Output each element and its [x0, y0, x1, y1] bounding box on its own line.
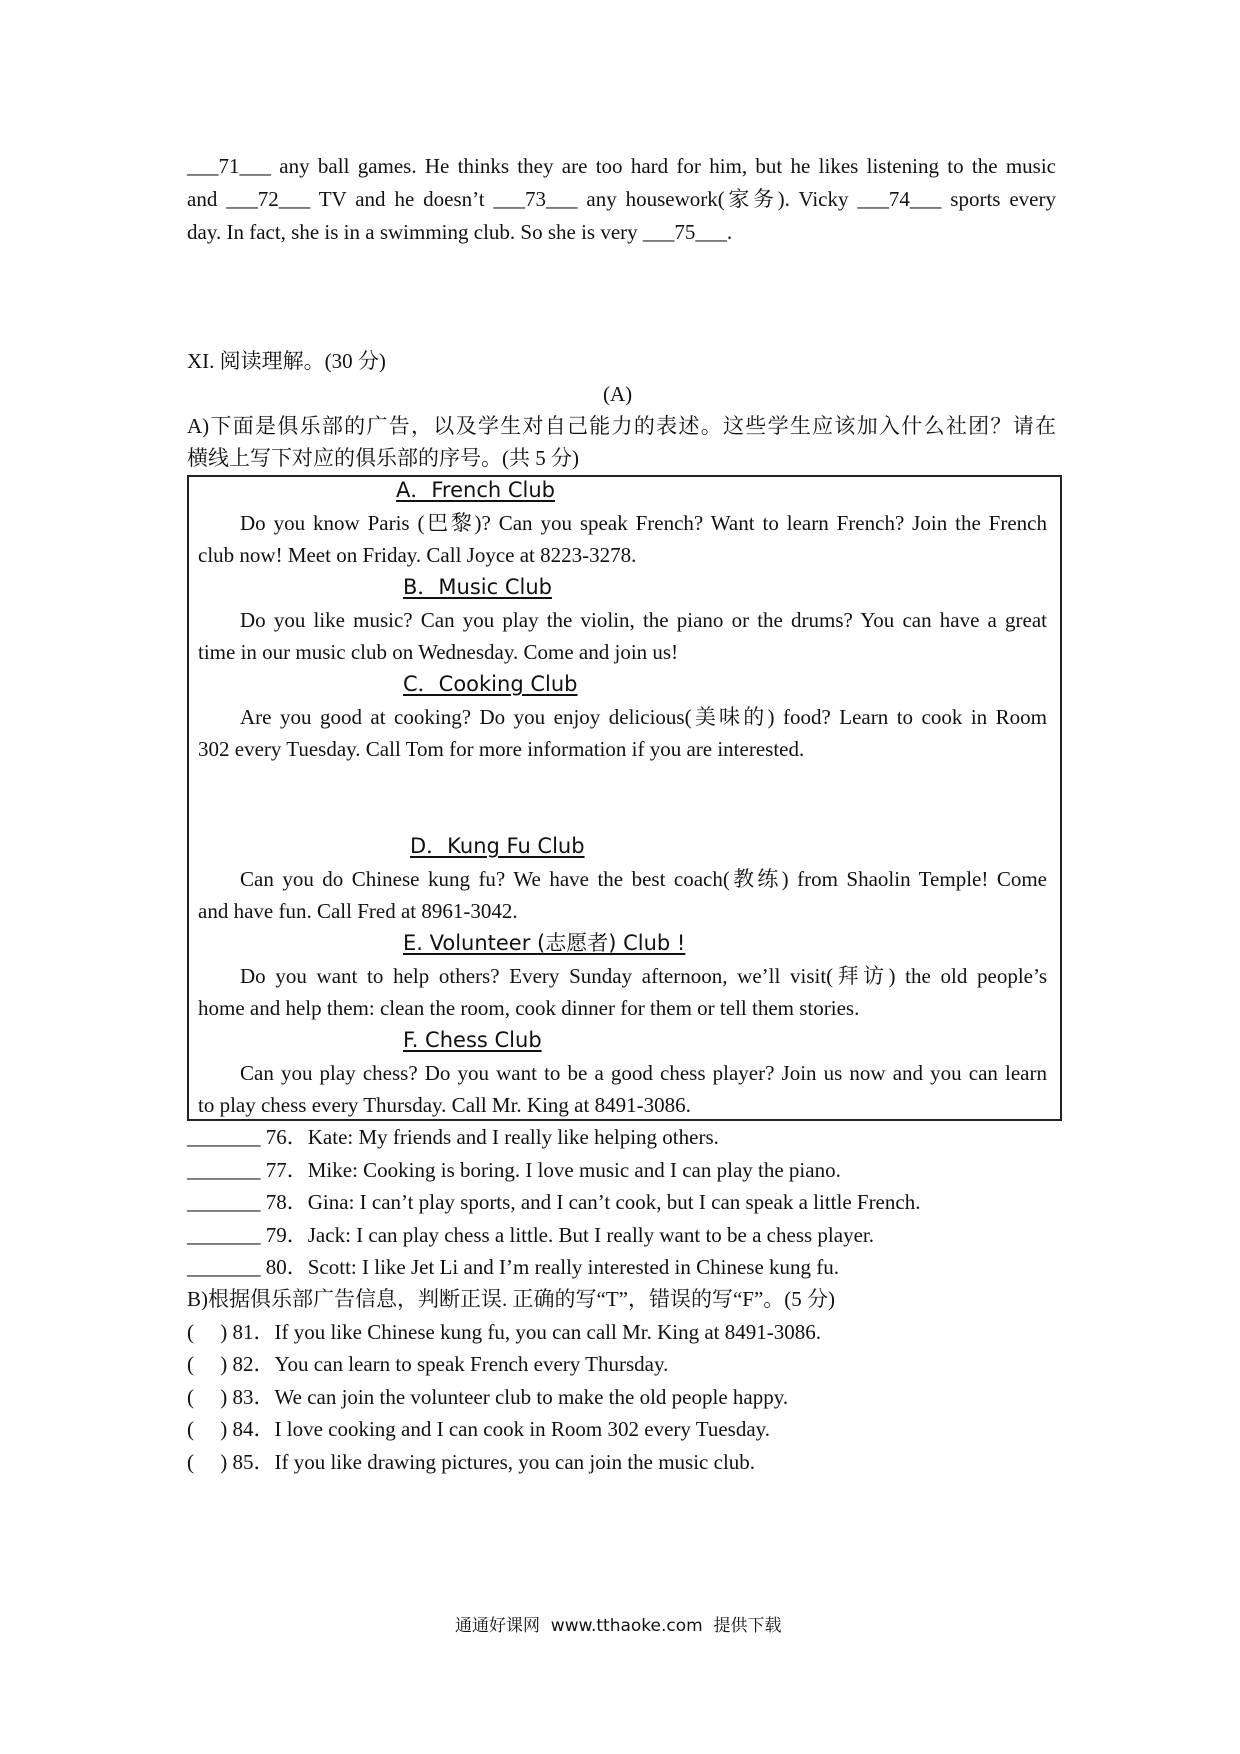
page-footer: 通通好课网 www.tthaoke.com 提供下载	[455, 1616, 782, 1636]
club-title-french: A．French Club	[396, 478, 555, 502]
question-80: _______ 80．Scott: I like Jet Li and I’m really interested in Chinese kung fu.	[187, 1255, 840, 1279]
club-text-cooking-1: Are you good at cooking? Do you enjoy delicious(美味的) food? Learn to cook in Room	[240, 705, 1047, 729]
club-text-french-1: Do you know Paris (巴黎)? Can you speak French? Want to learn French? Join the French	[240, 511, 1047, 535]
section-heading: XI. 阅读理解。(30 分)	[187, 349, 386, 373]
club-text-chess-2: to play chess every Thursday. Call Mr. King at 8491-3086.	[198, 1093, 691, 1117]
club-text-music-2: time in our music club on Wednesday. Come and join us!	[198, 640, 679, 664]
club-text-kungfu-1: Can you do Chinese kung fu? We have the best coach(教练) from Shaolin Temple! Come	[240, 867, 1047, 891]
club-title-cooking: C．Cooking Club	[403, 672, 578, 696]
club-title-volunteer: E. Volunteer (志愿者) Club !	[403, 931, 686, 955]
tf-instruction: B)根据俱乐部广告信息，判断正误. 正确的写“T”，错误的写“F”。(5 分)	[187, 1287, 836, 1311]
question-78: _______ 78．Gina: I can’t play sports, and I can’t cook, but I can speak a little French.	[187, 1190, 921, 1214]
club-text-volunteer-2: home and help them: clean the room, cook dinner for them or tell them stories.	[198, 996, 860, 1020]
club-title-kungfu: D．Kung Fu Club	[410, 834, 585, 858]
club-text-french-2: club now! Meet on Friday. Call Joyce at 8223-3278.	[198, 543, 637, 567]
club-ads-box	[187, 475, 1062, 1121]
question-85: ( ) 85．If you like drawing pictures, you can join the music club.	[187, 1450, 756, 1474]
part-label: (A)	[603, 382, 633, 406]
intro-line-2: and ___72___ TV and he doesn’t ___73___ any housework(家务). Vicky ___74___ sports every	[187, 187, 1056, 211]
club-title-music: B．Music Club	[403, 575, 552, 599]
instruction-line-1: A)下面是俱乐部的广告，以及学生对自己能力的表述。这些学生应该加入什么社团？请在	[187, 414, 1056, 438]
question-82: ( ) 82．You can learn to speak French every Thursday.	[187, 1352, 669, 1376]
club-text-chess-1: Can you play chess? Do you want to be a good chess player? Join us now and you can learn	[240, 1061, 1047, 1085]
question-77: _______ 77．Mike: Cooking is boring. I love music and I can play the piano.	[187, 1158, 841, 1182]
club-title-chess: F. Chess Club	[403, 1028, 542, 1052]
instruction-line-2: 横线上写下对应的俱乐部的序号。(共 5 分)	[187, 446, 579, 470]
question-81: ( ) 81．If you like Chinese kung fu, you can call Mr. King at 8491-3086.	[187, 1320, 821, 1344]
question-76: _______ 76．Kate: My friends and I really like helping others.	[187, 1125, 719, 1149]
intro-line-3: day. In fact, she is in a swimming club. So she is very ___75___.	[187, 220, 733, 244]
question-79: _______ 79．Jack: I can play chess a little. But I really want to be a chess player.	[187, 1223, 874, 1247]
question-84: ( ) 84．I love cooking and I can cook in Room 302 every Tuesday.	[187, 1417, 771, 1441]
club-text-volunteer-1: Do you want to help others? Every Sunday afternoon, we’ll visit(拜访) the old people’s	[240, 964, 1047, 988]
club-text-kungfu-2: and have fun. Call Fred at 8961-3042.	[198, 899, 518, 923]
club-text-cooking-2: 302 every Tuesday. Call Tom for more information if you are interested.	[198, 737, 805, 761]
intro-line-1: ___71___ any ball games. He thinks they are too hard for him, but he likes listening to the music	[187, 154, 1056, 178]
club-text-music-1: Do you like music? Can you play the violin, the piano or the drums? You can have a great	[240, 608, 1047, 632]
question-83: ( ) 83．We can join the volunteer club to make the old people happy.	[187, 1385, 789, 1409]
